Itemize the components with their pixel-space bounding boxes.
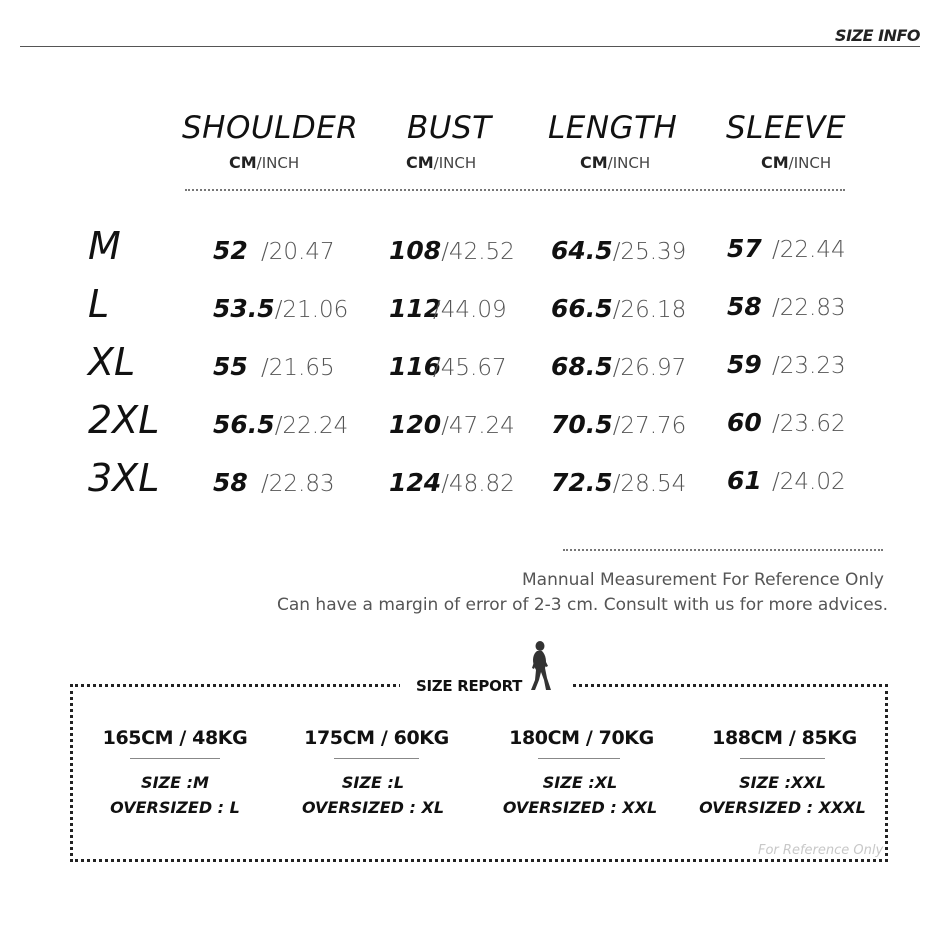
reference-only-note: For Reference Only [758,843,884,858]
column-title-sleeve: SLEEVE [726,110,846,146]
size-label-2xl: 2XL [88,398,160,442]
column-title-shoulder: SHOULDER [182,110,359,146]
table-cell: 58 /22.83 [213,468,335,497]
notes-dotted-divider [563,549,883,551]
oversized-size: OVERSIZED : L [110,798,240,817]
column-title-bust: BUST [407,110,492,146]
body-measurement: 180CM / 70KG [509,727,654,749]
column-unit-bust: CM/INCH [406,153,477,172]
body-measurement: 165CM / 48KG [102,727,248,749]
entry-underline [334,758,419,759]
page-title: SIZE INFO [835,26,920,45]
column-unit-shoulder: CM/INCH [229,153,300,172]
oversized-size: OVERSIZED : XXXL [699,798,866,817]
recommended-size: SIZE :XXL [739,773,826,792]
column-unit-length: CM/INCH [580,153,651,172]
column-unit-sleeve: CM/INCH [761,153,832,172]
entry-underline [538,758,620,759]
measurement-note: Mannual Measurement For Reference Only [522,570,884,590]
table-cell: 124/48.82 [389,468,515,497]
table-cell: 64.5/25.39 [551,236,687,265]
table-cell: 60 /23.62 [727,408,846,437]
table-cell: 61 /24.02 [727,466,846,495]
recommended-size: SIZE :L [341,773,405,792]
column-title-length: LENGTH [548,110,678,146]
oversized-size: OVERSIZED : XXL [502,798,658,817]
table-cell: 108/42.52 [389,236,515,265]
entry-underline [130,758,220,759]
size-report-title: SIZE REPORT [416,677,523,695]
body-measurement: 188CM / 85KG [712,727,857,749]
table-cell: 120/47.24 [389,410,515,439]
table-cell: 72.5/28.54 [551,468,687,497]
table-cell: 58 /22.83 [727,292,846,321]
table-cell: 53.5/21.06 [213,294,349,323]
size-label-xl: XL [88,340,136,384]
table-cell: 52 /20.47 [213,236,335,265]
table-cell: 59 /23.23 [727,350,846,379]
recommended-size: SIZE :M [141,773,209,792]
table-cell: 66.5/26.18 [551,294,687,323]
table-cell: 57 /22.44 [727,234,846,263]
table-cell: 55 /21.65 [213,352,335,381]
oversized-size: OVERSIZED : XL [301,798,445,817]
table-cell: 68.5/26.97 [551,352,687,381]
body-measurement: 175CM / 60KG [304,727,449,749]
recommended-size: SIZE :XL [542,773,618,792]
table-cell: 112/44.09 [389,294,507,323]
size-label-3xl: 3XL [88,456,160,500]
header-dotted-divider [185,189,845,191]
header-divider [20,46,920,47]
entry-underline [740,758,825,759]
table-cell: 116/45.67 [389,352,507,381]
size-label-l: L [88,282,110,326]
walking-man-icon [527,640,553,692]
table-cell: 70.5/27.76 [551,410,687,439]
size-label-m: M [88,224,121,268]
margin-of-error-note: Can have a margin of error of 2-3 cm. Consult with us for more advices. [276,595,888,615]
table-cell: 56.5/22.24 [213,410,349,439]
